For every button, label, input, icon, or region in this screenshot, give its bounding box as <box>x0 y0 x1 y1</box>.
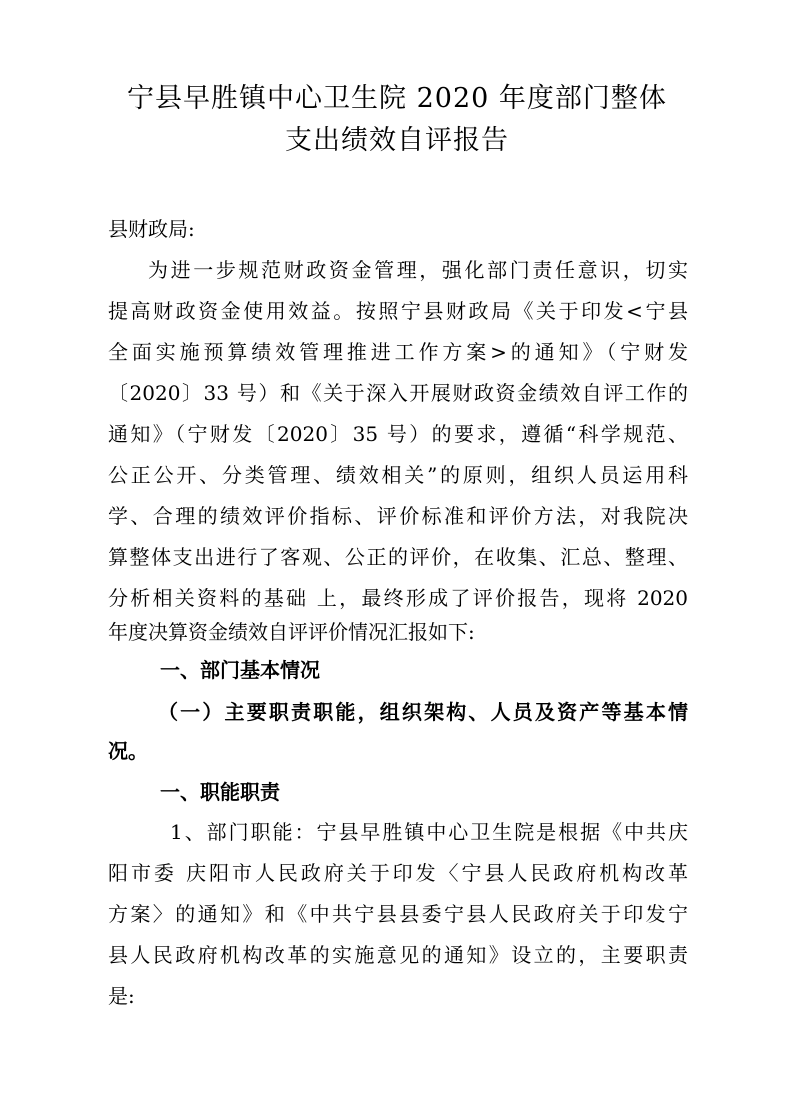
function-paragraph-line: 县人民政府机构改革的实施意见的通知》设立的，主要职责 <box>108 943 688 967</box>
function-paragraph-line: 方案〉的通知》和《中共宁县县委宁县人民政府关于印发宁 <box>108 902 688 926</box>
function-paragraph-line: 阳市委 庆阳市人民政府关于印发〈宁县人民政府机构改革 <box>108 861 688 885</box>
intro-paragraph-line: 〔2020〕33 号）和《关于深入开展财政资金绩效自评工作的 <box>108 381 688 405</box>
intro-paragraph-line: 提高财政资金使用效益。按照宁县财政局《关于印发<宁县 <box>108 299 688 323</box>
document-title-line-2: 支出绩效自评报告 <box>285 125 509 156</box>
section-heading: 一、部门基本情况 <box>160 658 320 682</box>
subsection-heading-line-2: 况。 <box>108 739 148 763</box>
intro-paragraph-line: 全面实施预算绩效管理推进工作方案>的通知》（宁财发 <box>108 340 688 364</box>
subsection-heading-line-1: （一）主要职责职能，组织架构、人员及资产等基本情 <box>158 700 688 724</box>
salutation: 县财政局: <box>108 217 195 241</box>
intro-paragraph-line: 通知》（宁财发〔2020〕35 号）的要求，遵循“科学规范、 <box>108 422 688 446</box>
function-paragraph-line: 1、部门职能：宁县早胜镇中心卫生院是根据《中共庆 <box>170 820 688 844</box>
function-section-heading: 一、职能职责 <box>160 780 280 804</box>
document-title-line-1: 宁县早胜镇中心卫生院 2020 年度部门整体 <box>127 83 667 114</box>
intro-paragraph-line: 为进一步规范财政资金管理，强化部门责任意识，切实 <box>148 258 688 282</box>
intro-paragraph-line: 学、合理的绩效评价指标、评价标准和评价方法，对我院决 <box>108 504 688 528</box>
intro-paragraph-line: 分析相关资料的基础 上，最终形成了评价报告，现将 2020 <box>108 586 688 610</box>
intro-paragraph-line: 公正公开、分类管理、绩效相关”的原则，组织人员运用科 <box>108 463 688 487</box>
intro-paragraph-line: 算整体支出进行了客观、公正的评价，在收集、汇总、整理、 <box>108 545 688 569</box>
intro-paragraph-line: 年度决算资金绩效自评评价情况汇报如下: <box>108 620 475 644</box>
function-paragraph-line: 是: <box>108 984 135 1008</box>
